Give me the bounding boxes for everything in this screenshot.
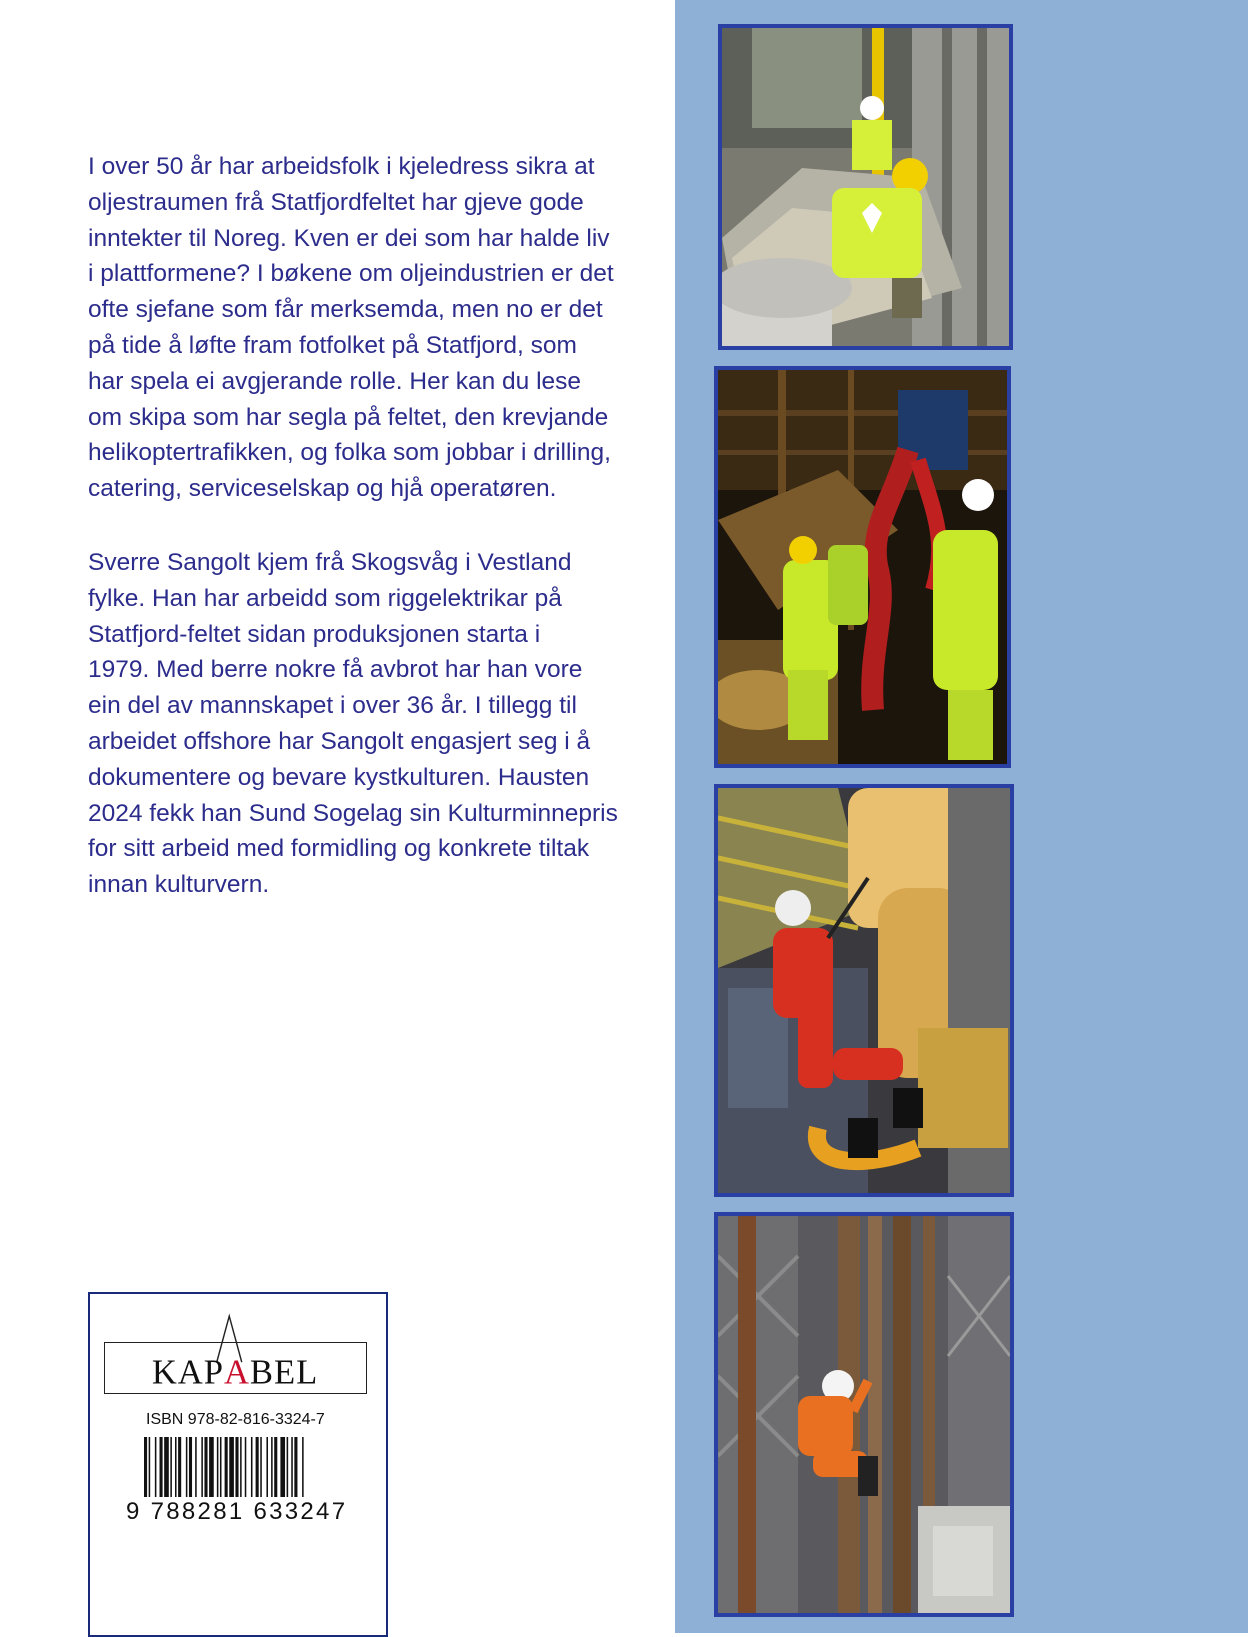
bio-line: 2024 fekk han Sund Sogelag sin Kulturminnepris <box>88 799 618 827</box>
blurb-line: på tide å løfte fram fotfolket på Statfjord, som <box>88 331 577 359</box>
blurb-line: ofte sjefane som får merksemda, men no er det <box>88 296 603 324</box>
bio-line: fylke. Han har arbeidd som riggelektrikar på <box>88 584 562 612</box>
publisher-isbn-box <box>88 1292 388 1637</box>
blurb-line: catering, serviceselskap og hjå operatøren. <box>88 475 557 503</box>
blurb-line: oljestraumen frå Statfjordfeltet har gjeve gode <box>88 188 584 216</box>
bio-line: ein del av mannskapet i over 36 år. I tillegg til <box>88 692 577 720</box>
photo-workers-grating <box>718 24 1013 350</box>
blurb-line: om skipa som har segla på feltet, den krevjande <box>88 403 609 431</box>
photo-derrick-climber <box>714 1212 1014 1617</box>
blurb-line: i plattformene? I bøkene om oljeindustrien er det <box>88 260 614 288</box>
barcode <box>144 1437 344 1497</box>
blurb-line: helikoptertrafikken, og folka som jobbar i drilling, <box>88 439 611 467</box>
bio-line: innan kulturvern. <box>88 871 270 899</box>
author-bio-paragraph <box>88 545 628 903</box>
svg-text:KAPABEL <box>152 1353 318 1391</box>
blurb-line: I over 50 år har arbeidsfolk i kjeledress sikra at <box>88 153 595 180</box>
bio-line: arbeidet offshore har Sangolt engasjert seg i å <box>88 727 591 755</box>
barcode-graphic <box>144 1437 344 1497</box>
blurb-paragraph-1 <box>88 149 628 507</box>
barcode-digits: 9 788281 633247 <box>126 1498 348 1525</box>
logo-text-kap: KAP <box>151 1353 224 1392</box>
bio-line: for sitt arbeid med formidling og konkrete tiltak <box>88 835 590 863</box>
logo-text-a: A <box>223 1353 250 1392</box>
publisher-logo <box>104 1342 367 1394</box>
bio-line: 1979. Med berre nokre få avbrot har han vore <box>88 656 583 684</box>
isbn-label: ISBN 978-82-816-3324-7 <box>146 1411 325 1428</box>
photo-worker-red-suit <box>714 784 1014 1197</box>
logo-text-bel: BEL <box>249 1353 319 1392</box>
bio-line: Sverre Sangolt kjem frå Skogsvåg i Vestland <box>88 549 572 576</box>
photo-drill-floor-night <box>714 366 1011 768</box>
bio-line: Statfjord-feltet sidan produksjonen starta i <box>88 620 541 648</box>
blurb-line: inntekter til Noreg. Kven er dei som har halde liv <box>88 224 610 252</box>
blurb-line: har spela ei avgjerande rolle. Her kan du lese <box>88 367 582 395</box>
kapabel-logo-graphic <box>105 1343 366 1393</box>
bio-line: dokumentere og bevare kystkulturen. Hausten <box>88 763 590 791</box>
